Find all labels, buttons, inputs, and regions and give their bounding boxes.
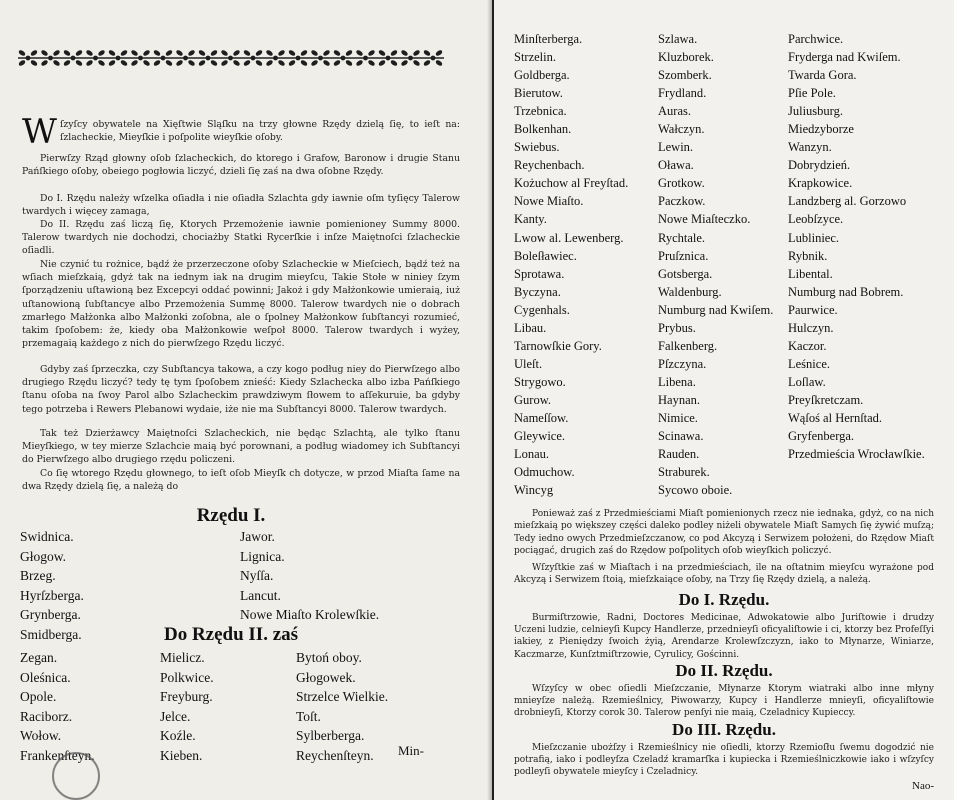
list-item: Juliusburg.	[788, 104, 843, 119]
list-item: Rychtale.	[658, 230, 706, 245]
list-item: Pſie Pole.	[788, 86, 836, 101]
rank-1-paragraph: Do I. Rzędu należy wſzelka oſiadła i nie oſiadła Szlachta gdy iawnie oſm tyſięcy Talerow twardych i więcey zamaga,	[22, 193, 460, 218]
list-item: Freyburg.	[160, 689, 213, 705]
list-item: Libau.	[514, 320, 547, 335]
catchword-right: Nao-	[912, 780, 934, 792]
list-item: Bierutow.	[514, 86, 563, 101]
list-item: Haynan.	[658, 392, 700, 407]
list-item: Bytoń oboy.	[296, 650, 362, 665]
list-item: Koźle.	[160, 728, 196, 744]
heading-do-1-rzedu: Do I. Rzędu.	[678, 590, 770, 609]
list-item: Hyrſzberga.	[20, 587, 84, 603]
list-item: Prybus.	[658, 320, 696, 335]
list-item: Libental.	[788, 266, 833, 281]
list-item: Grynberga.	[20, 607, 81, 623]
list-item: Scinawa.	[658, 429, 704, 444]
list-item: Brzeg.	[20, 568, 56, 584]
heading-do-2-rzedu: Do II. Rzędu.	[675, 661, 773, 680]
list-item: Strygowo.	[514, 374, 566, 389]
list-item: Szlawa.	[658, 32, 698, 46]
list-item: Reychenſteyn.	[296, 747, 374, 763]
list-item: Uleſt.	[514, 356, 543, 371]
list-item: Lancut.	[240, 587, 281, 603]
right-page	[494, 0, 954, 800]
list-item: Nyſſa.	[240, 568, 274, 584]
list-item: Straburek.	[658, 465, 710, 480]
list-item: Jawor.	[240, 529, 275, 544]
list-item: Przedmieścia Wrocławſkie.	[788, 447, 925, 462]
towns-list-col2	[658, 30, 773, 499]
list-item: Wąſoś al Hernſtad.	[788, 410, 883, 425]
list-item: Lubliniec.	[788, 230, 840, 245]
list-item: Gurow.	[514, 392, 552, 407]
intro-text: ſzyſcy obywatele na Xięſtwie Sląſku na trzy głowne Rzędy dzielą ſię, to ieſt na: ſzlacheckie, Mieyſkie i poſpolite wieyſkie oſoby.	[59, 119, 460, 144]
list-item: Libena.	[658, 374, 696, 389]
list-item: Gleywice.	[514, 429, 566, 444]
list-item: Pruſznica.	[658, 248, 709, 263]
no-distinction-paragraph: Nie czynić tu rożnice, bądź że przerzeczone oſoby Szlacheckie w Mieſciech, bądź też na wſiach mieſzkaią, gdyż tak na iednym iak na drugim mieyſcu, Takie Stołe w niniey ſzym ſporządzeniu uſtawioną bez Excepcyi oddać powinni; Jakoż i gdy Małżonkowie umieraią, iuż uſtanowioną ſubſtancye albo Przemożenia Summę 8000. Talerow twardych nie o dobrach zmarłego Małżonka albo Małżonki zoſobna, ale o ſpolney Małżonkow ſubſtancyi rozumieć, takim ſpoſobem: że, kiedy oba Małżonkowie weſpoł 8000. Talerow twardych i wyżey, przemagaią każdego z nich do pierwſzego Rzędu liczyć.	[22, 259, 460, 350]
list-item: Głogow.	[20, 548, 66, 564]
list-item: Nameſſow.	[514, 410, 569, 425]
list-item: Landzberg al. Gorzowo	[788, 194, 907, 209]
rank-1-occupations: Burmiſtrzowie, Radni, Doctores Medicinae, Adwokatowie albo Juriſtowie i drudzy Uczeni ludzie, celnieyſi Kupcy Handlerze, przednieyſi oficyaliſtowie i ci, ktorzy bez Profeſſyi iakiey, z Pieniędzy ſwoich żyią, Arendarze Krolewſzczyzn, iako to Młynarze, Winiarze, Kaczmarze, Kunſztmiſtrzowie, Cyrulicy, Gościnni.	[514, 613, 934, 660]
towns-list-col1	[514, 30, 628, 499]
list-item: Jelce.	[160, 708, 191, 724]
list-item: Miedzyborze	[788, 122, 854, 137]
list-item: Smidberga.	[20, 626, 82, 642]
list-item: Loſlaw.	[788, 374, 826, 389]
list-item: Twarda Gora.	[788, 68, 857, 83]
list-item: Trzebnica.	[514, 104, 567, 119]
list-item: Nimice.	[658, 410, 698, 425]
list-item: Mielicz.	[160, 650, 205, 665]
list-item: Nowe Miaſto Krolewſkie.	[240, 607, 380, 623]
list-item: Tarnowſkie Gory.	[514, 338, 602, 353]
list-item: Lonau.	[514, 447, 550, 462]
list-item: Strzelin.	[514, 50, 557, 65]
dispute-paragraph: Gdyby zaś ſprzeczka, czy Subſtancya takowa, a czy kogo podług niey do Pierwſzego albo drugiego Rzędu liczyć? tedy tę tym ſpoſobem znieść: Kiedy Szlachecka albo izba Pańſkiego ſtanu oſoba na ſwoy Parol albo Szlacheckim prawdziwym ſłowem to aſſekuruie, ba gdyby tego potrzeba i Rewers Plebanowi wydaie, iże nie ma Subſtancyi 8000. Talerow twardych.	[22, 364, 460, 415]
list-item: Wałczyn.	[658, 122, 705, 137]
list-item: Numburg nad Kwiſem.	[658, 302, 774, 317]
list-item: Wincyg	[514, 483, 554, 498]
list-item: Numburg nad Bobrem.	[788, 284, 904, 299]
suburbs-paragraph: Ponieważ zaś z Przedmieściami Miaſt pomienionych rzecz nie iednaka, gdyż, co na nich mieſzkaią po większey części daleko podley niżeli obywatele Miaſt Samych ſię żywić muſzą; Tedy iedno owych Przedmieſzczanow, co pod Akcyzą i Serwizem położeni, do Rzędow Miaſt pociągać, drugich zaś do Rzędow poſpolitych oſob wieyſkich policzyć.	[514, 509, 934, 557]
list-item: Kożuchow al Freyſtad.	[514, 176, 629, 191]
list-item: Minſterberga.	[514, 32, 583, 46]
list-item: Wanzyn.	[788, 140, 832, 155]
list-item: Falkenberg.	[658, 338, 718, 353]
list-item: Leobſzyce.	[788, 212, 844, 227]
list-item: Kanty.	[514, 212, 547, 227]
list-item: Preyſkretczam.	[788, 392, 864, 407]
list-item: Paczkow.	[658, 194, 706, 209]
list-item: Krapkowice.	[788, 176, 853, 191]
list-item: Swidnica.	[20, 529, 74, 544]
library-stamp	[52, 752, 100, 800]
list-item: Gryfenberga.	[788, 429, 855, 444]
rank-1-list-col2	[240, 527, 379, 625]
list-item: Sylberberga.	[296, 728, 365, 744]
catchword-left: Min-	[398, 743, 424, 758]
list-item: Zegan.	[20, 650, 58, 665]
list-item: Auras.	[658, 104, 691, 119]
list-item: Nowe Miaſto.	[514, 194, 584, 209]
rank-2-occupations: Wſzyſcy w obec oſiedli Mieſzczanie, Młynarze Ktorym wiatraki albo inne młyny mnieyſze należą. Rzemieślnicy, Piwowarzy, Kupcy i Handlerze mnieyſi, oficyaliſtowie drobnieyſi, Ktorzy corok 30. Talerow penſyi nie maią, Czeladnicy Kupieccy.	[514, 684, 934, 719]
list-item: Byczyna.	[514, 284, 561, 299]
list-item: Toſt.	[296, 708, 321, 724]
towns-list-col3	[788, 30, 938, 463]
list-item: Boleſławiec.	[514, 248, 577, 263]
list-item: Reychenbach.	[514, 158, 585, 173]
list-item: Grotkow.	[658, 176, 705, 191]
list-item: Dobrydzień.	[788, 158, 851, 173]
rank-2-list-col2	[160, 648, 214, 766]
list-item: Leśnice.	[788, 356, 830, 371]
list-item: Gotsberga.	[658, 266, 713, 281]
list-item: Goldberga.	[514, 68, 570, 83]
list-item: Frankenſteyn.	[20, 747, 95, 763]
list-item: Kaczor.	[788, 338, 827, 353]
list-item: Lewin.	[658, 140, 694, 155]
list-item: Parchwice.	[788, 32, 844, 46]
list-item: Odmuchow.	[514, 465, 575, 480]
first-rank-paragraph: Pierwſzy Rząd głowny oſob ſzlacheckich, do ktorego i Grafow, Baronow i drugie Stanu Pańſkiego oſoby, obeiego pogłowia liczyć, dzieli ſię zaś na dwa oſobne Rzędy.	[22, 153, 460, 178]
list-item: Kluzborek.	[658, 50, 714, 65]
list-item: Lwow al. Lewenberg.	[514, 230, 624, 245]
heading-rzedu-1: Rzędu I.	[196, 505, 266, 526]
list-item: Strzelce Wielkie.	[296, 689, 389, 705]
list-item: Bolkenhan.	[514, 122, 572, 137]
floral-ornament-border	[16, 44, 446, 72]
list-item: Frydland.	[658, 86, 707, 101]
list-item: Sprotawa.	[514, 266, 565, 281]
list-item: Wołow.	[20, 728, 62, 744]
tenants-paragraph: Tak też Dzierżawcy Maiętnoſci Szlacheckich, nie będąc Szlachtą, ale tylko ſtanu Mieyſkiego, w tey mierze Szlachcie maią być porownani, a podług wiadomey ich Subſtancyi do Pierwſzego albo drugiego rzędu policzeni.	[22, 428, 460, 466]
rank-2-list-col1	[20, 648, 95, 766]
list-item: Nowe Miaſteczko.	[658, 212, 751, 227]
list-item: Polkwice.	[160, 669, 214, 685]
rank-3-occupations: Mieſzczanie ubożſzy i Rzemieślnicy nie oſiedli, ktorzy Rzemioſłu ſwemu dogodzić nie potrafią, iako i podleyſza Czeladź kramarſka i kupiecka i Rzemieślniczkowie iako i wſzyſcy podleyſi obywatele mieyſcy i Czeladnicy.	[514, 743, 934, 778]
list-item: Paurwice.	[788, 302, 838, 317]
list-item: Raciborz.	[20, 708, 73, 724]
rank-2-list-col3	[296, 648, 388, 766]
heading-do-3-rzedu: Do III. Rzędu.	[672, 720, 776, 739]
list-item: Lignica.	[240, 548, 285, 564]
list-item: Kieben.	[160, 747, 203, 763]
list-item: Swiebus.	[514, 140, 560, 155]
heading-rzedu-2: Do Rzędu II. zaś	[163, 624, 299, 645]
drop-cap: W	[22, 112, 57, 152]
list-item: Waldenburg.	[658, 284, 722, 299]
list-item: Cygenhals.	[514, 302, 570, 317]
rank-2-paragraph: Do II. Rzędu zaś liczą ſię, Ktorych Przemożenie iawnie pomienioney Summy 8000. Talerow twardych nie dochodzi, chociażby Statki Rycerſkie i inſze Maiętnoſci ſzlacheckie oſiadli.	[22, 219, 460, 257]
list-item: Hulczyn.	[788, 320, 834, 335]
list-item: Oławа.	[658, 158, 694, 173]
list-item: Sycowo oboie.	[658, 483, 733, 498]
intro-paragraph	[22, 112, 460, 152]
list-item: Pſzczyna.	[658, 356, 707, 371]
list-item: Rybnik.	[788, 248, 828, 263]
list-item: Fryderga nad Kwiſem.	[788, 50, 901, 65]
list-item: Głogowek.	[296, 669, 356, 685]
list-item: Oleśnica.	[20, 669, 71, 685]
list-item: Szomberk.	[658, 68, 712, 83]
list-item: Rauden.	[658, 447, 700, 462]
list-item: Opole.	[20, 689, 57, 705]
divide-paragraph: Wſzyſtkie zaś w Miaſtach i na przedmieściach, ile na oſtatnim mieyſcu wyrażone pod Akcyzą i Serwizem ſtoią, mieſzkaiące oſoby, na Trzy ſię Rzędy dzielą, a należą.	[514, 563, 934, 586]
second-main-rank-paragraph: Co ſię wtorego Rzędu głownego, to ieſt oſob Mieyſk ch dotycze, w przod Miaſta ſame na dwa Rzędy dzielą ſię, a należą do	[22, 468, 460, 493]
